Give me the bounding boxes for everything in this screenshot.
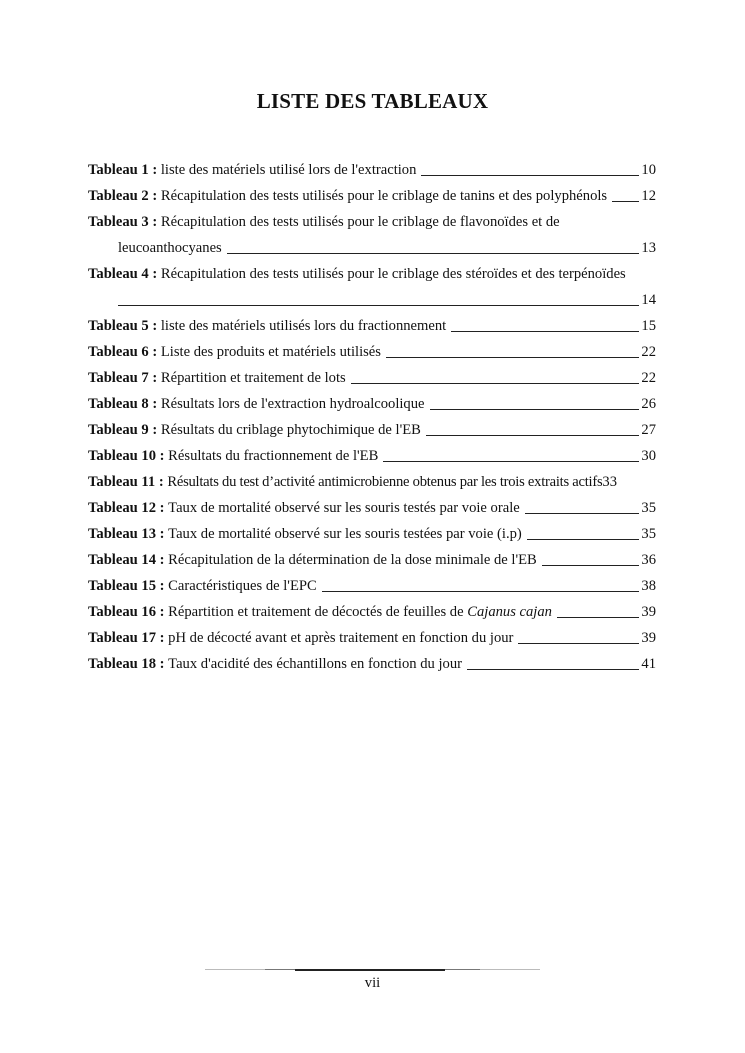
entry-text: Taux de mortalité observé sur les souris testés par voie orale bbox=[168, 500, 520, 516]
dot-leader bbox=[612, 201, 639, 202]
entry-label: Tableau 9 : bbox=[88, 422, 158, 438]
entry-label: Tableau 17 : bbox=[88, 630, 165, 646]
entry-label: Tableau 5 : bbox=[88, 318, 158, 334]
toc-entry-tableau-14[interactable] bbox=[88, 547, 656, 573]
entry-page-number: 38 bbox=[641, 578, 656, 594]
entry-page-number: 15 bbox=[641, 318, 656, 334]
dot-leader bbox=[557, 617, 639, 618]
dot-leader bbox=[451, 331, 639, 332]
entry-label: Tableau 3 : bbox=[88, 214, 158, 230]
toc-entry-tableau-6[interactable] bbox=[88, 339, 656, 365]
toc-entry-tableau-11[interactable] bbox=[88, 469, 656, 495]
entry-text: Caractéristiques de l'EPC bbox=[168, 578, 317, 594]
entry-text: Résultats lors de l'extraction hydroalcoolique bbox=[160, 396, 425, 412]
entry-label: Tableau 14 : bbox=[88, 552, 165, 568]
footer-rule-segment bbox=[445, 969, 480, 970]
entry-page-number: 13 bbox=[641, 240, 656, 256]
entry-label: Tableau 7 : bbox=[88, 370, 158, 386]
entry-page-number: 39 bbox=[641, 630, 656, 646]
entry-page-number: 39 bbox=[641, 604, 656, 620]
toc-entry-tableau-13[interactable] bbox=[88, 521, 656, 547]
entry-text: Récapitulation de la détermination de la dose minimale de l'EB bbox=[168, 552, 537, 568]
entry-label: Tableau 10 : bbox=[88, 448, 165, 464]
toc-entry-tableau-9[interactable] bbox=[88, 417, 656, 443]
toc-entry-tableau-18[interactable] bbox=[88, 651, 656, 677]
footer-rule-segment bbox=[480, 969, 540, 970]
entry-page-number: 35 bbox=[641, 526, 656, 542]
toc-entry-tableau-1[interactable] bbox=[88, 157, 656, 183]
dot-leader bbox=[430, 409, 640, 410]
dot-leader bbox=[525, 513, 640, 514]
toc-entry-tableau-10[interactable] bbox=[88, 443, 656, 469]
entry-page-number: 14 bbox=[641, 292, 656, 308]
footer-rule-segment bbox=[295, 969, 445, 971]
page-number: vii bbox=[364, 975, 381, 991]
dot-leader bbox=[426, 435, 640, 436]
page-title: LISTE DES TABLEAUX bbox=[256, 89, 489, 113]
footer-rule-segment bbox=[205, 969, 265, 970]
entry-text: liste des matériels utilisé lors de l'extraction bbox=[160, 162, 417, 178]
entry-label: Tableau 16 : bbox=[88, 604, 165, 620]
table-list bbox=[88, 157, 656, 677]
entry-label: Tableau 11 : bbox=[88, 474, 164, 490]
entry-label: Tableau 4 : bbox=[88, 266, 158, 282]
entry-text: Récapitulation des tests utilisés pour le criblage des stéroïdes et des terpénoïdes bbox=[160, 266, 626, 282]
dot-leader bbox=[542, 565, 640, 566]
entry-label: Tableau 15 : bbox=[88, 578, 165, 594]
species-name: Cajanus cajan bbox=[467, 604, 552, 620]
entry-page-number: 35 bbox=[641, 500, 656, 516]
entry-page-number: 30 bbox=[641, 448, 656, 464]
entry-page-number: 22 bbox=[641, 344, 656, 360]
toc-entry-tableau-17[interactable] bbox=[88, 625, 656, 651]
entry-page-number: 27 bbox=[641, 422, 656, 438]
toc-entry-tableau-3[interactable] bbox=[88, 209, 656, 261]
toc-entry-tableau-5[interactable] bbox=[88, 313, 656, 339]
dot-leader bbox=[383, 461, 639, 462]
entry-page-number: 41 bbox=[641, 656, 656, 672]
entry-text: Répartition et traitement de lots bbox=[160, 370, 346, 386]
footer-rule-segment bbox=[265, 969, 295, 970]
entry-page-number: 26 bbox=[641, 396, 656, 412]
entry-text: Taux d'acidité des échantillons en fonction du jour bbox=[168, 656, 462, 672]
entry-text: Taux de mortalité observé sur les souris testées par voie (i.p) bbox=[168, 526, 522, 542]
dot-leader bbox=[527, 539, 640, 540]
footer-rule bbox=[205, 969, 540, 971]
dot-leader bbox=[467, 669, 639, 670]
entry-text: Résultats du fractionnement de l'EB bbox=[168, 448, 379, 464]
entry-text: liste des matériels utilisés lors du fractionnement bbox=[160, 318, 447, 334]
entry-page-number: 36 bbox=[641, 552, 656, 568]
dot-leader bbox=[118, 305, 639, 306]
entry-page-number: 33 bbox=[602, 474, 617, 490]
entry-text: pH de décocté avant et après traitement en fonction du jour bbox=[168, 630, 514, 646]
toc-entry-tableau-4[interactable] bbox=[88, 261, 656, 313]
entry-label: Tableau 2 : bbox=[88, 188, 158, 204]
entry-page-number: 12 bbox=[641, 188, 656, 204]
entry-label: Tableau 13 : bbox=[88, 526, 165, 542]
entry-text: Liste des produits et matériels utilisés bbox=[160, 344, 381, 360]
entry-text: Résultats du criblage phytochimique de l'EB bbox=[160, 422, 421, 438]
entry-page-number: 10 bbox=[641, 162, 656, 178]
entry-text-continuation: leucoanthocyanes bbox=[118, 240, 222, 256]
dot-leader bbox=[351, 383, 640, 384]
toc-entry-tableau-12[interactable] bbox=[88, 495, 656, 521]
dot-leader bbox=[227, 253, 640, 254]
entry-label: Tableau 1 : bbox=[88, 162, 158, 178]
entry-label: Tableau 18 : bbox=[88, 656, 165, 672]
entry-page-number: 22 bbox=[641, 370, 656, 386]
toc-entry-tableau-7[interactable] bbox=[88, 365, 656, 391]
toc-entry-tableau-2[interactable] bbox=[88, 183, 656, 209]
toc-entry-tableau-15[interactable] bbox=[88, 573, 656, 599]
toc-entry-tableau-8[interactable] bbox=[88, 391, 656, 417]
dot-leader bbox=[518, 643, 639, 644]
dot-leader bbox=[322, 591, 640, 592]
entry-text: Résultats du test d’activité antimicrobienne obtenus par les trois extraits actifs bbox=[167, 474, 603, 490]
dot-leader bbox=[421, 175, 639, 176]
dot-leader bbox=[386, 357, 639, 358]
entry-text: Répartition et traitement de décoctés de feuilles de bbox=[168, 604, 464, 620]
entry-text: Récapitulation des tests utilisés pour le criblage de flavonoïdes et de bbox=[160, 214, 560, 230]
toc-entry-tableau-16[interactable] bbox=[88, 599, 656, 625]
entry-label: Tableau 6 : bbox=[88, 344, 158, 360]
entry-label: Tableau 8 : bbox=[88, 396, 158, 412]
entry-label: Tableau 12 : bbox=[88, 500, 165, 516]
entry-text: Récapitulation des tests utilisés pour le criblage de tanins et des polyphénols bbox=[160, 188, 608, 204]
